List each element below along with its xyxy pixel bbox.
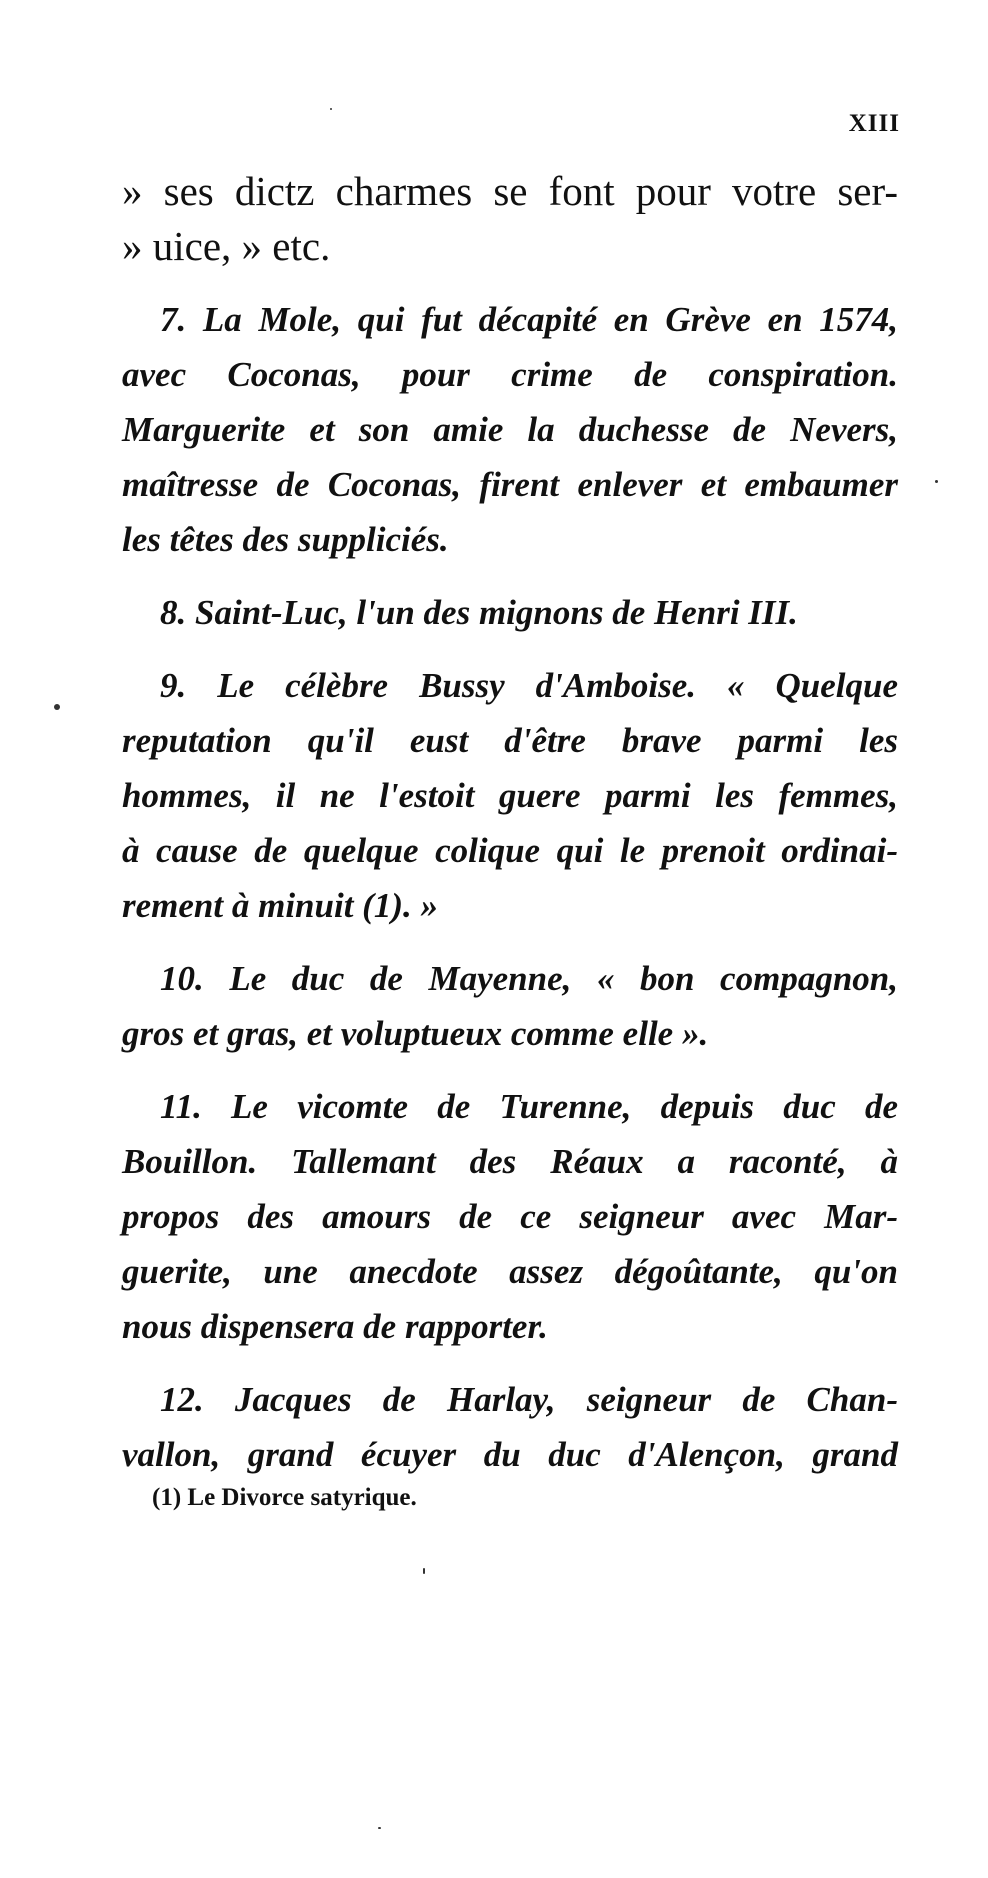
page-number: XIII xyxy=(848,110,900,137)
text-line: gros et gras, et voluptueux comme elle ». xyxy=(122,1014,709,1053)
text-line: à cause de quelque colique qui le prenoit ordinai- xyxy=(122,831,898,870)
page-body xyxy=(122,164,898,1482)
scan-speck xyxy=(330,108,332,110)
scan-speck xyxy=(935,480,938,483)
text-line: reputation qu'il eust d'être brave parmi les xyxy=(122,721,898,760)
text-line: 11. Le vicomte de Turenne, depuis duc de xyxy=(160,1087,898,1126)
scan-speck xyxy=(423,1568,425,1574)
paragraph-continuation xyxy=(122,164,898,274)
text-line: 9. Le célèbre Bussy d'Amboise. « Quelque xyxy=(160,666,898,705)
note-10 xyxy=(122,951,898,1061)
text-line: hommes, il ne l'estoit guere parmi les femmes, xyxy=(122,776,898,815)
text-line: nous dispensera de rapporter. xyxy=(122,1307,548,1346)
footnote: (1) Le Divorce satyrique. xyxy=(152,1484,417,1511)
text-line: les têtes des suppliciés. xyxy=(122,520,449,559)
text-line: vallon, grand écuyer du duc d'Alençon, grand xyxy=(122,1435,898,1474)
scan-speck xyxy=(378,1827,381,1829)
text-line: rement à minuit (1). » xyxy=(122,886,438,925)
text-line: 7. La Mole, qui fut décapité en Grève en 1574, xyxy=(160,300,898,339)
text-line: » ses dictz charmes se font pour votre ser- xyxy=(122,168,898,214)
note-11 xyxy=(122,1079,898,1354)
text-line: 8. Saint-Luc, l'un des mignons de Henri III. xyxy=(160,593,798,632)
text-line: Bouillon. Tallemant des Réaux a raconté, à xyxy=(122,1142,898,1181)
note-12 xyxy=(122,1372,898,1482)
text-line: propos des amours de ce seigneur avec Mar- xyxy=(122,1197,898,1236)
text-line: Marguerite et son amie la duchesse de Nevers, xyxy=(122,410,898,449)
text-line: avec Coconas, pour crime de conspiration. xyxy=(122,355,898,394)
text-line: » uice, » etc. xyxy=(122,223,331,269)
text-line: 10. Le duc de Mayenne, « bon compagnon, xyxy=(160,959,898,998)
note-7 xyxy=(122,292,898,567)
text-line: maîtresse de Coconas, firent enlever et embaumer xyxy=(122,465,898,504)
text-line: guerite, une anecdote assez dégoûtante, qu'on xyxy=(122,1252,898,1291)
text-line: 12. Jacques de Harlay, seigneur de Chan- xyxy=(160,1380,898,1419)
note-9 xyxy=(122,658,898,933)
note-8 xyxy=(122,585,898,640)
scan-speck xyxy=(54,704,60,710)
